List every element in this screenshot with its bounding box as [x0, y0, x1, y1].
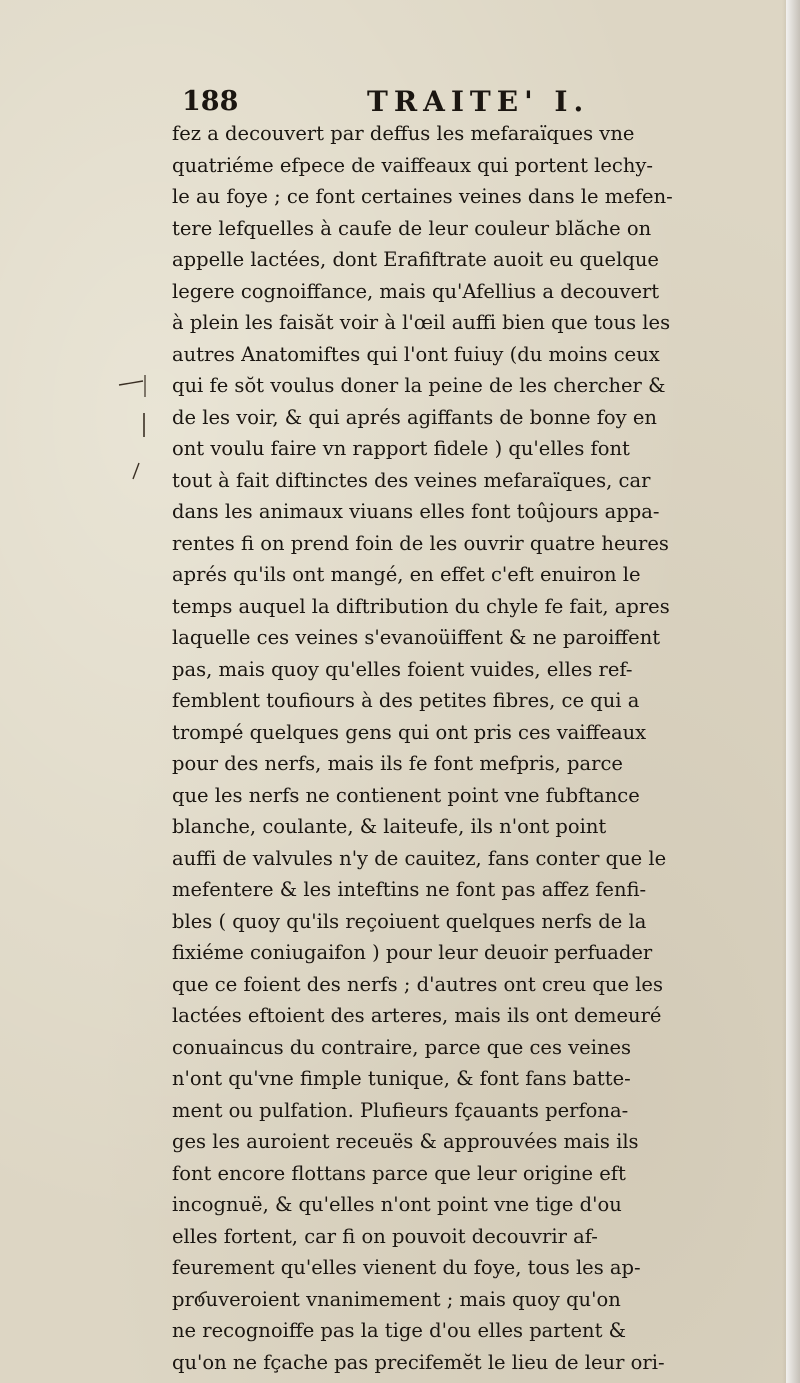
text-line: trompé quelques gens qui ont pris ces vaiffeaux: [172, 720, 647, 744]
text-line: font encore flottans parce que leur origine eft: [172, 1161, 626, 1185]
text-line: de les voir, & qui aprés agiffants de bonne foy en: [172, 405, 657, 429]
text-line: ne recognoiffe pas la tige d'ou elles partent &: [172, 1319, 626, 1342]
text-line: que ce foient des nerfs ; d'autres ont creu que les: [172, 972, 663, 996]
margin-annotation-marks: [117, 375, 147, 485]
page-gutter-shadow: [782, 0, 800, 1383]
text-line: à plein les faisăt voir à l'œil auffi bien que tous les: [172, 311, 671, 334]
text-line: pour des nerfs, mais ils fe font mefpris, parce: [172, 752, 623, 775]
text-line: qu'on ne fçache pas precifemĕt le lieu de leur ori-: [172, 1350, 665, 1374]
text-line: quatriéme efpece de vaiffeaux qui portent lechy-: [172, 153, 653, 177]
text-line: ment ou pulfation. Plufieurs fçauants perfona-: [172, 1098, 629, 1122]
text-line: fez a decouvert par deffus les mefaraïques vne: [172, 122, 635, 145]
text-line: femblent toufiours à des petites fibres, ce qui a: [172, 689, 640, 712]
body-text: [172, 118, 772, 1378]
text-line: incognuë, & qu'elles n'ont point vne tige d'ou: [172, 1193, 622, 1216]
text-line: qui fe sŏt voulus doner la peine de les chercher &: [172, 374, 666, 397]
text-line: legere cognoiffance, mais qu'Afellius a decouvert: [172, 279, 660, 303]
text-line: conuaincus du contraire, parce que ces veines: [172, 1035, 632, 1059]
text-line: aprés qu'ils ont mangé, en effet c'eft enuiron le: [172, 563, 641, 586]
text-line: mefentere & les inteftins ne font pas affez fenfi-: [172, 878, 647, 901]
text-line: blanche, coulante, & laiteufe, ils n'ont point: [172, 815, 607, 838]
text-line: que les nerfs ne contienent point vne fubftance: [172, 783, 640, 807]
text-line: temps auquel la diftribution du chyle fe fait, apres: [172, 594, 670, 618]
text-line: appelle lactées, dont Erafiftrate auoit eu quelque: [172, 248, 659, 271]
text-line: tout à fait diftinctes des veines mefaraïques, car: [172, 468, 651, 492]
text-line: le au foye ; ce font certaines veines dans le mefen-: [172, 185, 673, 208]
text-line: tere lefquelles à caufe de leur couleur blăche on: [172, 216, 652, 240]
text-line: feurement qu'elles vienent du foye, tous les ap-: [172, 1256, 641, 1279]
page-header: [182, 84, 742, 120]
page-number: 188: [182, 86, 239, 117]
text-line: bles ( quoy qu'ils reçoiuent quelques nerfs de la: [172, 909, 647, 933]
text-line: rentes fi on prend foin de les ouvrir quatre heures: [172, 531, 669, 555]
text-line: elles fortent, car fi on pouvoit decouvrir af-: [172, 1224, 598, 1248]
text-line: n'ont qu'vne fimple tunique, & font fans batte-: [172, 1067, 631, 1090]
text-line: lactées eftoient des arteres, mais ils ont demeuré: [172, 1004, 662, 1027]
text-line: dans les animaux viuans elles font toûjours appa-: [172, 500, 660, 523]
running-title: TRAITE' I.: [367, 85, 590, 118]
text-line: autres Anatomiftes qui l'ont fuiuy (du moins ceux: [172, 342, 660, 366]
text-line: pas, mais quoy qu'elles foient vuides, elles ref-: [172, 657, 633, 681]
text-line: ont voulu faire vn rapport fidele ) qu'elles font: [172, 437, 630, 460]
text-line: prouveroient vnanimement ; mais quoy qu'on: [172, 1287, 621, 1311]
ink-mark: [196, 1290, 210, 1304]
text-line: laquelle ces veines s'evanoüiffent & ne paroiffent: [172, 626, 661, 649]
text-line: ges les auroient receuës & approuvées mais ils: [172, 1130, 639, 1153]
text-line: auffi de valvules n'y de cauitez, fans conter que le: [172, 846, 667, 870]
text-line: fixiéme coniugaifon ) pour leur deuoir perfuader: [172, 941, 653, 964]
